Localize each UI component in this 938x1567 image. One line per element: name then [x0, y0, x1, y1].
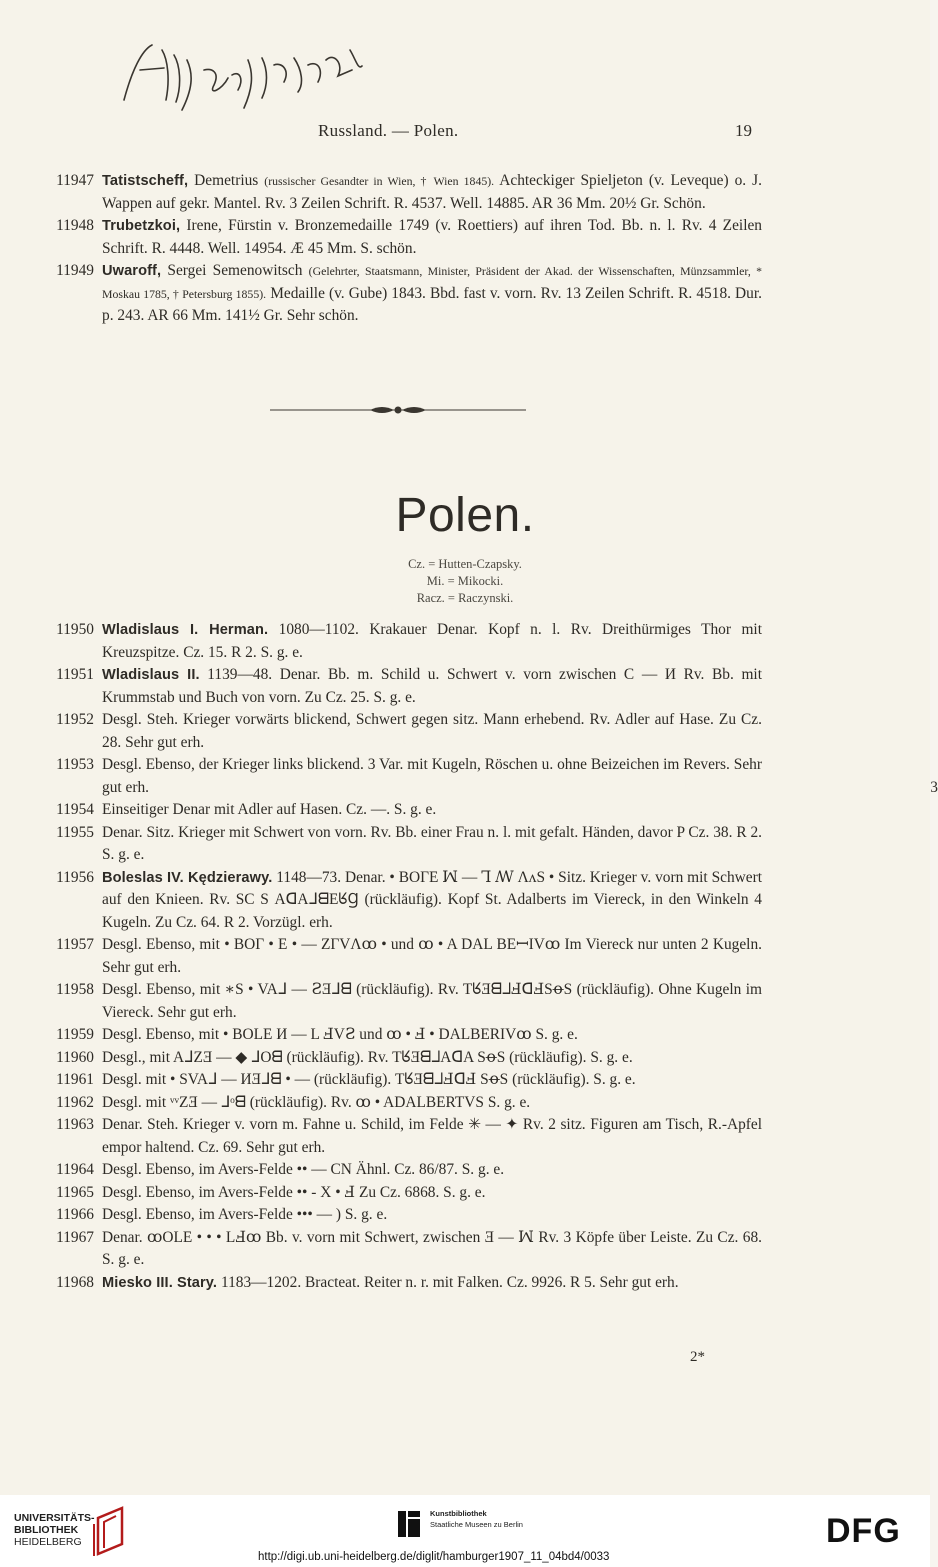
entry-text: 1080—1102. Krakauer Denar. Kopf n. l. Rv. Dreithürmiges Thor mit Kreuzspitze. Cz. 15. R 2. S. g. e.	[102, 621, 762, 661]
handwritten-annotation	[112, 30, 382, 115]
catalog-entry	[0, 215, 930, 260]
entry-number: 11963	[56, 1116, 94, 1133]
entry-name: Wladislaus II.	[102, 667, 200, 683]
entry-number: 11960	[56, 1048, 94, 1066]
entry-text: Denar. Sitz. Krieger mit Schwert von vorn. Rv. Bb. einer Frau n. l. mit gefalt. Händen, davor P Cz. 38. R 2. S. g. e.	[102, 823, 762, 863]
poland-entries	[0, 619, 938, 1294]
entry-note: (Gelehrter, Staatsmann, Minister, Präsident der Akad. der Wissenschaften, Münzsammler, * Moskau 1785, † Petersburg 1855).	[102, 264, 763, 301]
catalog-entry	[0, 799, 930, 822]
uni-line: BIBLIOTHEK	[14, 1524, 79, 1536]
catalog-entry	[0, 1159, 930, 1182]
entry-name: Uwaroff,	[102, 263, 162, 279]
catalog-entry	[0, 1024, 930, 1047]
entry-text: Desgl. Ebenso, mit • BOLE И — L ℲVꙄ und ꝏ • Ⅎ • DALBERIVꝏ S. g. e.	[102, 1026, 578, 1043]
entry-number: 11951	[56, 666, 94, 683]
entry-text: Desgl. Ebenso, im Avers-Felde ••• — ) S. g. e.	[102, 1206, 388, 1223]
entry-number: 11962	[56, 1093, 94, 1111]
running-head-title: Russland. — Polen.	[318, 121, 459, 140]
entry-text: 1148—73. Denar. • BOΓE ꟽ — Ꞁ ꟿ ΛᴧS • Sitz. Krieger v. vorn mit Schwert auf den Knieen. Rv. SC S ΑᗡΑᒧᗺΕᖉꞬ (rückläufig). Kopf St. Adalberts im Viereck, in den Winkeln 4 Kugeln. Zu Cz. 64. R 2. Vorzügl. erh.	[102, 868, 763, 931]
catalog-entry	[0, 934, 930, 979]
catalog-entry	[0, 822, 930, 867]
entry-text: Desgl. Ebenso, im Avers-Felde •• — CN Ähnl. Cz. 86/87. S. g. e.	[102, 1161, 505, 1178]
entry-number: 11947	[56, 172, 94, 189]
entry-name: Boleslas IV. Kędzierawy.	[102, 869, 273, 886]
catalog-entry	[0, 619, 930, 664]
entry-text: Desgl. mit • SVAᒧ — ИƎᒧᗺ • — (rückläufig). TᖉƎᗺᒧℲᗡℲ SꝋS (rückläufig). S. g. e.	[102, 1071, 636, 1088]
russia-entries	[0, 170, 930, 328]
entry-text-rest: Achteckiger Spieljeton (v. Leveque) o. J. Wappen auf gekr. Mantel. Rv. 3 Zeilen Schrift. R. 4537. Well. 14885. AR 36 Mm. 20½ Gr. Schön.	[102, 172, 762, 212]
entry-number: 11948	[56, 217, 94, 234]
entry-number: 11956	[56, 868, 94, 886]
catalog-entry	[0, 709, 930, 754]
abbreviation-line: Racz. = Raczynski.	[416, 591, 514, 605]
entry-number: 11957	[56, 936, 94, 953]
entry-text: 1139—48. Denar. Bb. m. Schild u. Schwert v. vorn zwischen C — И Rv. Bb. mit Krummstab und Buch von vorn. Zu Cz. 25. S. g. e.	[102, 666, 762, 706]
entry-number: 11952	[56, 711, 94, 728]
entry-text: Desgl. mit ᵛᵛZƎ — ᒧᵒᗺ (rückläufig). Rv. ꝏ • ADALBERTVS S. g. e.	[102, 1093, 531, 1111]
entry-name: Wladislaus I. Herman.	[102, 622, 269, 638]
entry-number: 11967	[56, 1228, 94, 1246]
kunstbibliothek-label	[430, 1508, 523, 1530]
entry-number: 11954	[56, 801, 94, 818]
entry-text: 1183—1202. Bracteat. Reiter n. r. mit Falken. Cz. 9926. R 5. Sehr gut erh.	[217, 1273, 679, 1291]
entry-text: Desgl. Ebenso, mit • BOΓ • E • — ZΓVΛꝏ • und ꝏ • A DAL BEꟷIVꝏ Im Viereck nur unten 2 Kugeln. Sehr gut erh.	[102, 936, 762, 976]
entry-text: Irene, Fürstin v. Bronzemedaille 1749 (v. Roettiers) auf ihren Tod. Bb. n. l. Rv. 4 Zeilen Schrift. R. 4448. Well. 14954. Æ 45 Mm. S. schön.	[102, 217, 762, 257]
footer-bar	[0, 1495, 930, 1567]
university-library-name	[14, 1512, 95, 1548]
catalog-entry	[0, 260, 930, 328]
entry-text-rest: Medaille (v. Gube) 1843. Bbd. fast v. vorn. Rv. 13 Zeilen Schrift. R. 4518. Dur. p. 243. AR 66 Mm. 141½ Gr. Sehr schön.	[102, 284, 762, 324]
catalog-entry	[0, 1114, 930, 1159]
kb-line: Kunstbibliothek	[430, 1509, 487, 1518]
entry-name: Miesko III. Stary.	[102, 1274, 218, 1291]
entry-number: 11958	[56, 981, 94, 998]
entry-number: 11965	[56, 1183, 94, 1201]
entry-quantity: 3	[930, 778, 938, 796]
ornamental-divider	[270, 400, 526, 420]
entry-text: Desgl. Ebenso, im Avers-Felde •• - X • Ⅎ Zu Cz. 6868. S. g. e.	[102, 1183, 486, 1201]
uni-line: UNIVERSITÄTS-	[14, 1512, 95, 1524]
kb-line: Staatliche Museen zu Berlin	[430, 1520, 523, 1529]
catalog-entry	[0, 1047, 930, 1070]
page-number: 19	[735, 121, 752, 140]
catalog-entry	[0, 1092, 930, 1115]
section-title: Polen.	[395, 489, 535, 542]
catalog-entry	[0, 1204, 930, 1227]
catalog-entry	[0, 979, 930, 1024]
entry-number: 11968	[56, 1273, 94, 1291]
abbreviation-line: Cz. = Hutten-Czapsky.	[408, 557, 522, 571]
entry-text: Denar. ꝏOLE • • • LℲꝏ Bb. v. vorn mit Schwert, zwischen Ǝ — ꟽ Rv. 3 Köpfe über Leiste. Zu Cz. 68. S. g. e.	[102, 1228, 762, 1268]
uni-line: HEIDELBERG	[14, 1536, 82, 1548]
catalog-entry	[0, 1227, 930, 1272]
entry-number: 11964	[56, 1161, 94, 1178]
entry-text: Einseitiger Denar mit Adler auf Hasen. Cz. —. S. g. e.	[102, 801, 437, 818]
entry-number: 11966	[56, 1206, 94, 1223]
entry-text: Desgl. Steh. Krieger vorwärts blickend, Schwert gegen sitz. Mann erhebend. Rv. Adler auf Hase. Zu Cz. 28. Sehr gut erh.	[102, 711, 762, 751]
catalog-entry	[0, 664, 930, 709]
entry-number: 11955	[56, 823, 94, 841]
dfg-logo: DFG	[826, 1512, 901, 1550]
entry-text: Denar. Steh. Krieger v. vorn m. Fahne u. Schild, im Felde ✳ — ✦ Rv. 2 sitz. Figuren am Tisch, R.-Apfel empor haltend. Cz. 69. Sehr gut erh.	[102, 1116, 762, 1156]
entry-number: 11961	[56, 1071, 94, 1088]
entry-name: Tatistscheff,	[102, 173, 189, 189]
abbreviation-line: Mi. = Mikocki.	[426, 574, 504, 588]
catalog-entry	[0, 1272, 930, 1295]
entry-number: 11950	[56, 621, 94, 638]
entry-number: 11953	[56, 756, 94, 773]
entry-name: Trubetzkoi,	[102, 218, 181, 234]
entry-text: Sergei Semenowitsch	[161, 262, 309, 279]
catalog-entry	[0, 170, 930, 215]
entry-note: (russischer Gesandter in Wien, † Wien 1845).	[264, 174, 495, 188]
entry-text: Demetrius	[188, 172, 265, 189]
entry-text: Desgl., mit AᒧZƎ — ◆ ᒧOᗺ (rückläufig). Rv. TᖉƎᗺᒧAᗡA SꝋS (rückläufig). S. g. e.	[102, 1048, 633, 1066]
catalog-entry	[0, 867, 930, 935]
catalog-entry	[0, 754, 938, 799]
signature-mark: 2*	[690, 1349, 705, 1365]
entry-text: Desgl. Ebenso, mit ∗S • VAᒧ — ꙄƎᒧᗺ (rückläufig). Rv. TᖉƎᗺᒧℲᗡℲSꝋS (rückläufig). Ohne Kugeln im Viereck. Sehr gut erh.	[102, 981, 762, 1021]
entry-number: 11949	[56, 262, 94, 279]
kunstbibliothek-logo-icon	[396, 1509, 422, 1539]
catalog-entry	[0, 1182, 930, 1205]
entry-text: Desgl. Ebenso, der Krieger links blickend. 3 Var. mit Kugeln, Röschen u. ohne Beizeichen im Revers. Sehr gut erh.	[102, 756, 762, 796]
permalink-url[interactable]: http://digi.ub.uni-heidelberg.de/diglit/hamburger1907_11_04bd4/0033	[258, 1551, 610, 1563]
catalog-entry	[0, 1069, 930, 1092]
entry-number: 11959	[56, 1026, 94, 1043]
university-logo-icon	[88, 1504, 130, 1558]
